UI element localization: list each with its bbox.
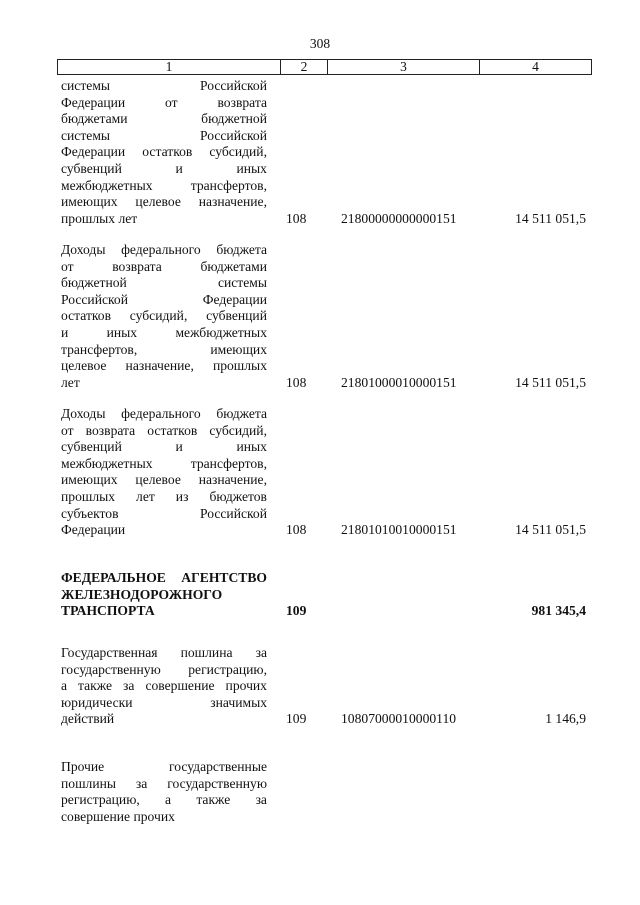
description-line: системы Российской (61, 127, 267, 143)
row-budget-code: 21801000010000151 (341, 374, 457, 390)
description-line: субвенций и иных (61, 160, 267, 176)
row-admin-code: 109 (286, 711, 307, 727)
description-line: действий (61, 711, 115, 727)
row-admin-code: 108 (286, 522, 307, 538)
description-line: Доходы федерального бюджета (61, 242, 267, 257)
row-admin-code: 108 (286, 374, 307, 390)
description-line: и иных межбюджетных (61, 324, 267, 340)
row-budget-code: 21801010010000151 (341, 522, 457, 538)
row-amount: 14 511 051,5 (515, 374, 586, 390)
description-line: Федерации от возврата (61, 94, 267, 110)
row-description (61, 406, 267, 539)
description-line: системы Российской (61, 78, 267, 93)
description-line: Федерации остатков субсидий, (61, 144, 267, 160)
row-budget-code: 10807000010000110 (341, 711, 457, 727)
description-line: имеющих целевое назначение, (61, 472, 267, 488)
description-line: ЖЕЛЕЗНОДОРОЖНОГО (61, 586, 223, 602)
row-admin-code: 108 (286, 210, 307, 226)
row-amount: 14 511 051,5 (515, 210, 586, 226)
header-col-3: 3 (328, 60, 480, 74)
header-col-4: 4 (532, 59, 539, 74)
description-line: от возврата остатков субсидий, (61, 422, 267, 438)
row-description (61, 78, 267, 227)
description-line: остатков субсидий, субвенций (61, 308, 267, 324)
description-line: Государственная пошлина за (61, 645, 267, 660)
row-description (61, 645, 267, 728)
header-col-2: 2 (281, 60, 328, 74)
row-description (61, 570, 267, 620)
description-line: лет (61, 374, 80, 390)
description-line: трансфертов, имеющих (61, 341, 267, 357)
row-amount: 981 345,4 (531, 603, 586, 619)
row-admin-code: 109 (286, 603, 307, 619)
row-amount: 1 146,9 (545, 711, 586, 727)
description-line: прошлых лет из бюджетов (61, 488, 267, 504)
description-line: имеющих целевое назначение, (61, 194, 267, 210)
description-line: совершение прочих (61, 808, 175, 824)
header-col-1: 1 (58, 60, 281, 74)
description-line: Российской Федерации (61, 291, 267, 307)
table-header (57, 59, 592, 75)
description-line: а также за совершение прочих (61, 678, 267, 694)
description-line: Федерации (61, 522, 126, 538)
description-line: пошлины за государственную (61, 775, 267, 791)
description-line: межбюджетных трансфертов, (61, 455, 267, 471)
description-line: юридически значимых (61, 694, 267, 710)
description-line: ФЕДЕРАЛЬНОЕ АГЕНТСТВО (61, 570, 267, 585)
description-line: межбюджетных трансфертов, (61, 177, 267, 193)
description-line: прошлых лет (61, 210, 138, 226)
description-line: целевое назначение, прошлых (61, 358, 267, 374)
description-line: ТРАНСПОРТА (61, 603, 155, 619)
row-description (61, 242, 267, 391)
row-description (61, 759, 267, 825)
description-line: от возврата бюджетами (61, 258, 267, 274)
description-line: субвенций и иных (61, 439, 267, 455)
row-amount: 14 511 051,5 (515, 522, 586, 538)
description-line: регистрацию, а также за (61, 792, 267, 808)
row-budget-code: 21800000000000151 (341, 210, 457, 226)
description-line: бюджетами бюджетной (61, 111, 267, 127)
page-number: 308 (309, 36, 331, 51)
description-line: субъектов Российской (61, 505, 267, 521)
description-line: бюджетной системы (61, 275, 267, 291)
description-line: государственную регистрацию, (61, 661, 267, 677)
description-line: Доходы федерального бюджета (61, 406, 267, 421)
description-line: Прочие государственные (61, 759, 267, 774)
